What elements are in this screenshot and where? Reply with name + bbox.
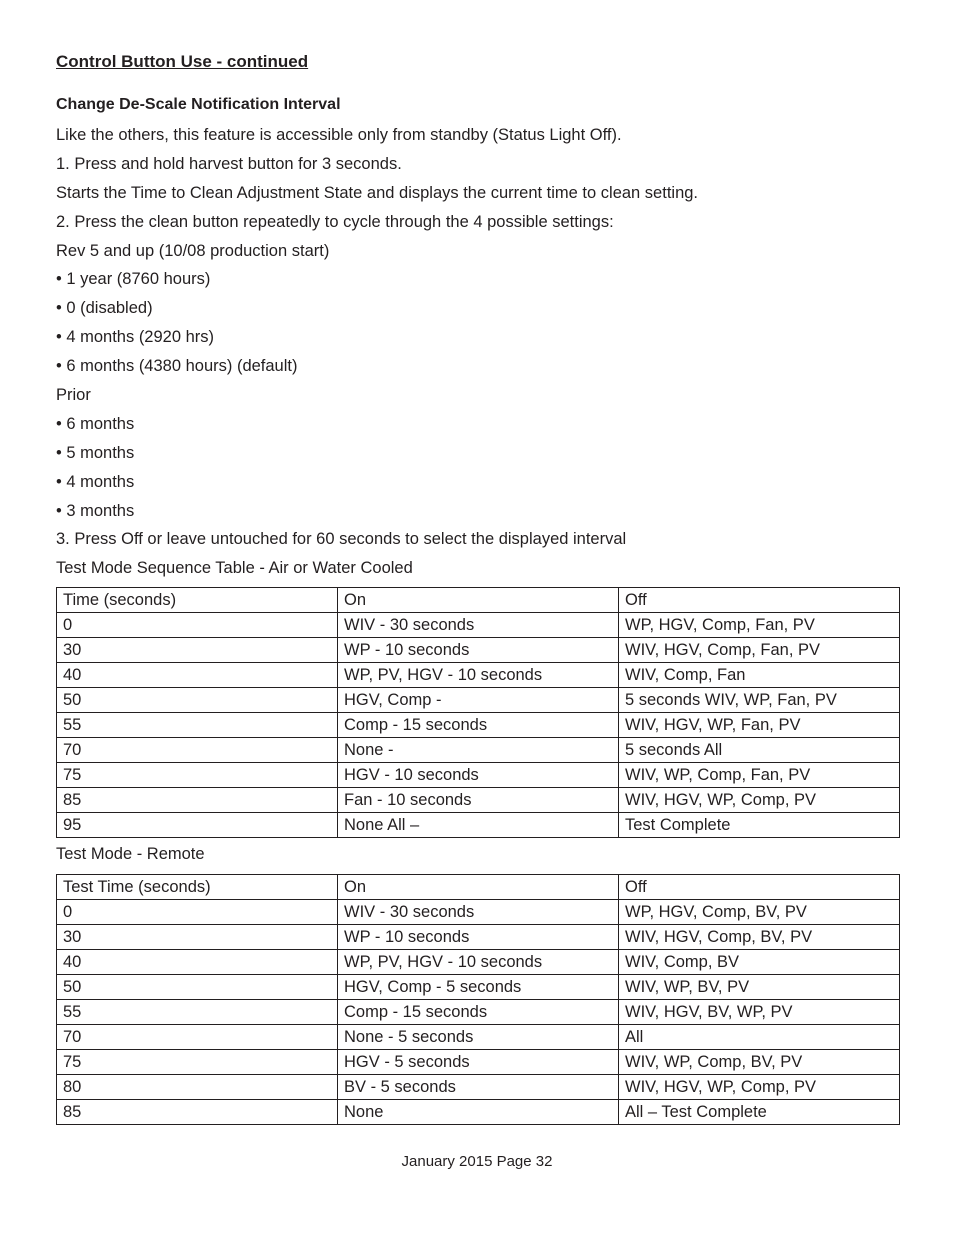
- table-cell: HGV, Comp - 5 seconds: [338, 975, 619, 1000]
- table-cell: WIV, Comp, Fan: [619, 663, 900, 688]
- table-cell: WP, HGV, Comp, Fan, PV: [619, 613, 900, 638]
- table-cell: Test Complete: [619, 813, 900, 838]
- table-row: [57, 663, 900, 688]
- table-row: [57, 688, 900, 713]
- list-item: • 1 year (8760 hours): [56, 270, 211, 289]
- table-row: [57, 738, 900, 763]
- table-cell: None -: [338, 738, 619, 763]
- list-item: • 4 months (2920 hrs): [56, 328, 215, 347]
- table-cell: WIV, WP, Comp, Fan, PV: [619, 763, 900, 788]
- table-cell: WP, PV, HGV - 10 seconds: [338, 663, 619, 688]
- table-caption: Test Mode Sequence Table - Air or Water Cooled: [56, 559, 413, 578]
- text-line: 3. Press Off or leave untouched for 60 seconds to select the displayed interval: [56, 530, 627, 549]
- table-cell: WIV, HGV, WP, Fan, PV: [619, 713, 900, 738]
- table-cell: Comp - 15 seconds: [338, 713, 619, 738]
- table-cell: WP - 10 seconds: [338, 925, 619, 950]
- table-cell: 40: [57, 950, 338, 975]
- list-item: • 0 (disabled): [56, 299, 153, 318]
- column-header: Time (seconds): [57, 588, 338, 613]
- text-line: Starts the Time to Clean Adjustment State and displays the current time to clean setting.: [56, 183, 699, 202]
- table-cell: 0: [57, 613, 338, 638]
- table-cell: WIV, HGV, WP, Comp, PV: [619, 788, 900, 813]
- text-line: 2. Press the clean button repeatedly to cycle through the 4 possible settings:: [56, 212, 614, 231]
- table-cell: WP, HGV, Comp, BV, PV: [619, 900, 900, 925]
- table-cell: WP - 10 seconds: [338, 638, 619, 663]
- table-cell: 5 seconds All: [619, 738, 900, 763]
- table-row: [57, 1075, 900, 1100]
- text-line: Rev 5 and up (10/08 production start): [56, 241, 330, 260]
- table-cell: HGV - 10 seconds: [338, 763, 619, 788]
- table-cell: WIV, HGV, WP, Comp, PV: [619, 1075, 900, 1100]
- table-row: [57, 638, 900, 663]
- table-row: [57, 788, 900, 813]
- column-header: On: [338, 588, 619, 613]
- table-row: [57, 1050, 900, 1075]
- table-cell: WIV, WP, Comp, BV, PV: [619, 1050, 900, 1075]
- table-row: [57, 613, 900, 638]
- section-heading: Control Button Use - continued: [56, 52, 309, 71]
- table-cell: HGV, Comp -: [338, 688, 619, 713]
- table-cell: 75: [57, 763, 338, 788]
- list-item: • 6 months: [56, 414, 135, 433]
- column-header: Off: [619, 588, 900, 613]
- table-row: [57, 950, 900, 975]
- table-row: [57, 1025, 900, 1050]
- table-header-row: [57, 588, 900, 613]
- table-cell: HGV - 5 seconds: [338, 1050, 619, 1075]
- table-row: [57, 763, 900, 788]
- table-caption: Test Mode - Remote: [56, 845, 205, 863]
- text-line: Prior: [56, 386, 91, 405]
- table-cell: 70: [57, 1025, 338, 1050]
- table-cell: 50: [57, 975, 338, 1000]
- table-row: [57, 900, 900, 925]
- list-item: • 6 months (4380 hours) (default): [56, 357, 298, 376]
- column-header: On: [338, 875, 619, 900]
- table-cell: All: [619, 1025, 900, 1050]
- table-cell: WIV, HGV, Comp, Fan, PV: [619, 638, 900, 663]
- table-cell: WP, PV, HGV - 10 seconds: [338, 950, 619, 975]
- table-cell: WIV, WP, BV, PV: [619, 975, 900, 1000]
- table-row: [57, 1100, 900, 1125]
- table-cell: 85: [57, 1100, 338, 1125]
- column-header: Test Time (seconds): [57, 875, 338, 900]
- table-cell: Comp - 15 seconds: [338, 1000, 619, 1025]
- table-row: [57, 975, 900, 1000]
- test-mode-remote-table: [56, 874, 900, 1125]
- text-line: Like the others, this feature is accessible only from standby (Status Light Off).: [56, 126, 622, 144]
- table-cell: 55: [57, 1000, 338, 1025]
- table-cell: BV - 5 seconds: [338, 1075, 619, 1100]
- table-cell: None: [338, 1100, 619, 1125]
- table-cell: None All –: [338, 813, 619, 838]
- list-item: • 5 months: [56, 443, 135, 462]
- table-cell: WIV, HGV, BV, WP, PV: [619, 1000, 900, 1025]
- table-cell: 55: [57, 713, 338, 738]
- table-cell: Fan - 10 seconds: [338, 788, 619, 813]
- text-line: 1. Press and hold harvest button for 3 seconds.: [56, 154, 402, 173]
- table-cell: 75: [57, 1050, 338, 1075]
- page-footer: January 2015 Page 32: [401, 1153, 553, 1170]
- table-header-row: [57, 875, 900, 900]
- table-cell: WIV, Comp, BV: [619, 950, 900, 975]
- table-cell: 50: [57, 688, 338, 713]
- table-cell: WIV - 30 seconds: [338, 613, 619, 638]
- list-item: • 4 months: [56, 472, 135, 491]
- table-row: [57, 925, 900, 950]
- table-cell: 80: [57, 1075, 338, 1100]
- table-cell: 95: [57, 813, 338, 838]
- table-row: [57, 1000, 900, 1025]
- table-cell: 40: [57, 663, 338, 688]
- table-cell: None - 5 seconds: [338, 1025, 619, 1050]
- table-cell: 5 seconds WIV, WP, Fan, PV: [619, 688, 900, 713]
- table-cell: 0: [57, 900, 338, 925]
- test-mode-sequence-table: [56, 587, 900, 838]
- table-cell: 30: [57, 925, 338, 950]
- instruction-lines: [56, 121, 698, 583]
- column-header: Off: [619, 875, 900, 900]
- table-cell: 85: [57, 788, 338, 813]
- table-cell: 70: [57, 738, 338, 763]
- table-cell: WIV, HGV, Comp, BV, PV: [619, 925, 900, 950]
- table-cell: WIV - 30 seconds: [338, 900, 619, 925]
- table-row: [57, 713, 900, 738]
- subsection-heading: Change De-Scale Notification Interval: [56, 96, 341, 113]
- list-item: • 3 months: [56, 501, 135, 520]
- table-row: [57, 813, 900, 838]
- table-cell: 30: [57, 638, 338, 663]
- table-cell: All – Test Complete: [619, 1100, 900, 1125]
